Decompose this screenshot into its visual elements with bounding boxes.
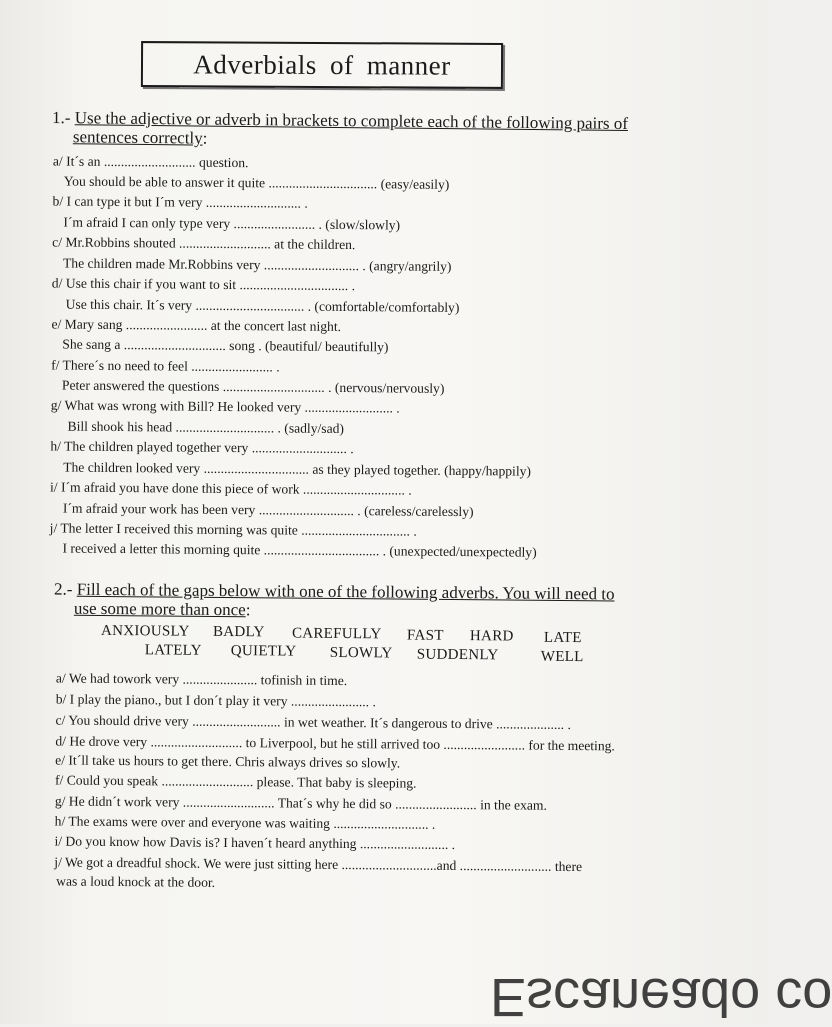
page-title: Adverbials of manner — [193, 48, 451, 81]
ex1-line: e/ Mary sang ........................ at the concert last night. — [51, 316, 342, 334]
word-bank-item: SUDDENLY — [416, 646, 499, 664]
word-bank-item: LATE — [543, 629, 582, 647]
scanner-watermark: Escaneado co — [490, 967, 832, 1027]
word-bank-item: HARD — [469, 628, 514, 645]
ex1-line: d/ Use this chair if you want to sit ................................ . — [51, 275, 356, 294]
exercise-2-instruction-line2: use some more than once — [73, 598, 246, 620]
ex2-line: i/ Do you know how Davis is? I haven´t heard anything .......................... . — [54, 833, 456, 852]
word-bank-item: LATELY — [144, 642, 202, 659]
word-bank-item: CAREFULLY — [291, 625, 382, 643]
ex1-line: I´m afraid I can only type very ........................ . (slow/slowly) — [63, 214, 401, 233]
ex1-line: h/ The children played together very ............................ . — [50, 438, 354, 457]
word-bank-item: FAST — [406, 627, 444, 644]
ex1-line: The children made Mr.Robbins very ............................ . (angry/angrily) — [62, 255, 452, 274]
exercise-1-instruction — [52, 108, 628, 152]
ex1-line: She sang a .............................. song . (beautiful/ beautifully) — [62, 336, 389, 355]
exercise-1-colon: : — [202, 128, 208, 148]
ex2-line: e/ It´ll take us hours to get there. Chris always drives so slowly. — [55, 752, 401, 771]
ex1-line: I´m afraid your work has been very ............................ . (careless/carelessly) — [62, 500, 474, 520]
word-bank-item: QUIETLY — [230, 643, 297, 660]
ex1-line: i/ I´m afraid you have done this piece of work .............................. . — [49, 479, 412, 498]
ex2-line: b/ I play the piano., but I don´t play it very ....................... . — [55, 691, 376, 710]
ex1-line: g/ What was wrong with Bill? He looked very .......................... . — [50, 397, 400, 416]
ex2-line: f/ Could you speak ........................... please. That baby is sleeping. — [54, 772, 417, 791]
ex1-line: f/ There´s no need to feel ........................ . — [51, 357, 280, 375]
ex1-line: You should be able to answer it quite ................................ (easy/easily) — [63, 173, 450, 192]
word-bank-item: SLOWLY — [329, 644, 393, 662]
ex2-line: j/ We got a dreadful shock. We were just sitting here ............................and ........................... there — [54, 854, 583, 875]
ex1-line: b/ I can type it but I´m very ............................ . — [52, 193, 308, 211]
exercise-2-colon: : — [245, 600, 251, 620]
ex1-line: Peter answered the questions .............................. . (nervous/nervously) — [61, 377, 445, 396]
ex1-line: Bill shook his head ............................. . (sadly/sad) — [67, 418, 345, 437]
exercise-2-number: 2.- — [54, 579, 73, 599]
ex1-line: I received a letter this morning quite .................................. . (unexpected/unexpectedly) — [62, 540, 537, 560]
ex2-line: g/ He didn´t work very ........................... That´s why he did so ........................ in the exam. — [54, 793, 547, 813]
exercise-1-instruction-line1: Use the adjective or adverb in brackets to complete each of the following pairs of — [74, 108, 629, 134]
exercise-2-instruction-line1: Fill each of the gaps below with one of the following adverbs. You will need to — [76, 579, 615, 604]
ex2-line: d/ He drove very ........................... to Liverpool, but he still arrived too ........................ for the meeting. — [55, 733, 615, 754]
ex1-line: c/ Mr.Robbins shouted ........................... at the children. — [52, 234, 356, 253]
ex1-line: Use this chair. It´s very ................................ . (comfortable/comfortably) — [65, 296, 460, 316]
word-bank-item: ANXIOUSLY — [100, 622, 190, 640]
title-box — [141, 41, 503, 89]
ex2-line: was a loud knock at the door. — [56, 873, 216, 890]
exercise-1-number: 1.- — [52, 107, 71, 128]
ex2-line: a/ We had towork very ...................... tofinish in time. — [55, 670, 348, 689]
exercise-2-instruction — [54, 580, 615, 623]
word-bank-item: BADLY — [212, 623, 265, 641]
ex1-line: j/ The letter I received this morning was quite ................................ . — [49, 520, 417, 539]
exercise-1-instruction-line2: sentences correctly — [72, 127, 203, 148]
ex2-line: h/ The exams were over and everyone was waiting ............................ . — [54, 813, 436, 832]
word-bank-item: WELL — [540, 648, 584, 666]
ex1-line: a/ It´s an ........................... question. — [52, 153, 249, 171]
ex1-line: The children looked very ............................... as they played together. (happy/happily) — [63, 459, 532, 479]
ex2-line: c/ You should drive very .......................... in wet weather. It´s dangerous to drive .................... . — [55, 712, 571, 732]
